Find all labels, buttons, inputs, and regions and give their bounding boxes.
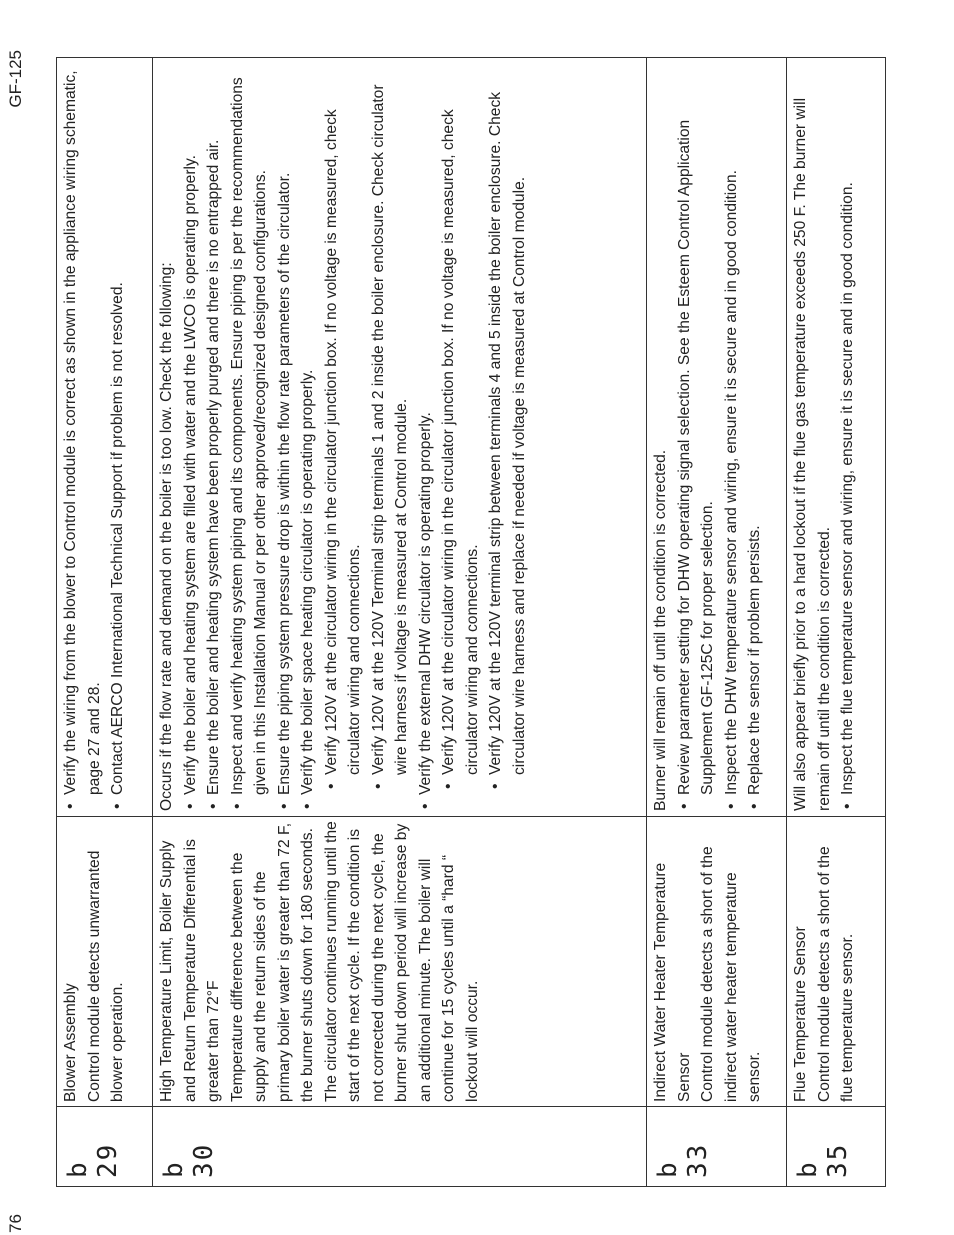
error-code: b 30 [153, 1106, 646, 1186]
page-number: 76 [6, 1214, 25, 1233]
list-item: • Review parameter setting for DHW operating signal selection. See the Esteem Control Application Supplement GF-125C for proper selection. [673, 63, 720, 811]
action-intro: Burner will remain off until the condition is corrected. [652, 449, 669, 811]
table-row [647, 58, 787, 1186]
error-code: b 35 [787, 1106, 885, 1186]
sub-list-item: • Verify 120V at the circulator wiring in the circulator junction box. If no voltage is measured, check circulator wiring and connections. [320, 63, 367, 795]
corrective-action [787, 58, 885, 816]
error-code: b 29 [57, 1106, 152, 1186]
list-item-text: Verify the external DHW circulator is operating properly. [416, 412, 434, 795]
list-item: • Verify the boiler and heating system are filled with water and the LWCO is operating properly. [179, 63, 203, 811]
list-item: • Contact AERCO International Technical Support if problem is not resolved. [106, 63, 130, 811]
table-row [153, 58, 647, 1186]
action-intro: Occurs if the flow rate and demand on the boiler is too low. Check the following: [158, 262, 175, 811]
list-item: • Ensure the boiler and heating system have been properly purged and there is no entrapped air. [202, 63, 226, 811]
list-item [296, 63, 414, 811]
sub-list-item: • Verify 120V at the 120V terminal strip between terminals 4 and 5 inside the boiler enclosure. Check circulator wire harness and replace if needed if voltage is measured at Control module. [484, 63, 531, 795]
document-code: GF-125 [6, 50, 25, 108]
corrective-action [153, 58, 646, 816]
sub-list-item: • Verify 120V at the circulator wiring in the circulator junction box. If no voltage is measured, check circulator wiring and connections. [437, 63, 484, 795]
list-item-text: Verify the boiler space heating circulator is operating properly. [299, 369, 316, 795]
error-code: b 33 [647, 1106, 786, 1186]
corrective-action [647, 58, 786, 816]
condition-description: Flue Temperature Sensor Control module detects a short of the flue temperature sensor. [787, 816, 885, 1106]
list-item: • Replace the sensor if problem persists. [743, 63, 767, 811]
troubleshooting-table [56, 57, 886, 1187]
table-row [787, 58, 885, 1186]
table-row [57, 58, 153, 1186]
list-item: • Verify the wiring from the blower to Control module is correct as shown in the appliance wiring schematic, page 27 and 28. [59, 63, 106, 811]
condition-description: Blower Assembly Control module detects unwarranted blower operation. [57, 816, 152, 1106]
list-item: • Inspect the DHW temperature sensor and wiring, ensure it is secure and in good condition. [720, 63, 744, 811]
list-item [414, 63, 532, 811]
action-intro: Will also appear briefly prior to a hard lockout if the flue gas temperature exceeds 250 F. The burner will remain off until the condition is corrected. [792, 97, 833, 811]
list-item: • Inspect the flue temperature sensor and wiring, ensure it is secure and in good condition. [836, 63, 860, 811]
sub-list-item: • Verify 120V at the 120V Terminal strip terminals 1 and 2 inside the boiler enclosure. Check circulator wire harness if voltage is measured at Control module. [367, 63, 414, 795]
condition-description: High Temperature Limit, Boiler Supply and Return Temperature Differential is greater than 72°F Temperature difference between the supply and the return sides of the primary boiler water is greater than 72 F, the burner shuts down for 180 seconds. The circulator continues running until the start of the next cycle. If the condition is not corrected during the next cycle, the burner shut down period will increase by an additional minute. The boiler will continue for 15 cycles until a “hard “ lockout will occur. [153, 816, 646, 1106]
corrective-action [57, 58, 152, 816]
list-item: • Inspect and verify heating system piping and its components. Ensure piping is per the recommendations given in this Installation Manual or per other approved/recognized designed configurations. [226, 63, 273, 811]
condition-description: Indirect Water Heater Temperature Sensor Control module detects a short of the indirect water heater temperature sensor. [647, 816, 786, 1106]
list-item: • Ensure the piping system pressure drop is within the flow rate parameters of the circulator. [273, 63, 297, 811]
